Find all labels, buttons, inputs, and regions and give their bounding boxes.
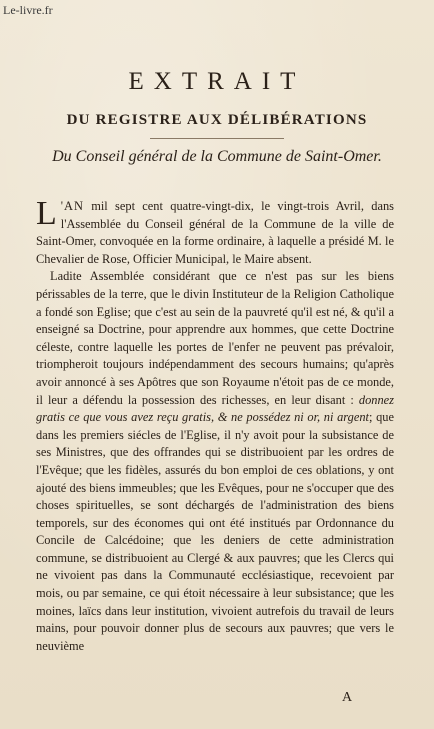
watermark-text: Le-livre.fr: [3, 3, 53, 17]
paragraph-2-quotation: donnez gratis ce que vous avez reçu gratis, & ne possédez ni or, ni argent: [36, 392, 394, 425]
document-title: EXTRAIT: [128, 68, 306, 95]
title-divider: [150, 138, 284, 139]
paragraph-2-text-start: Ladite Assemblée considérant que ce n'est pas sur les biens périssables de la terre, que le divin Instituteur de la Religion Catholique a fondé son Eglise; que c'est au sein de la pauvreté qu'il est né, & qu'il a enseigné sa Doctrine, pour apprendre aux hommes, que cette Doctrine céleste, contre laquelle les portes de l'enfer ne peuvent pas prévaloir, triompheroit toujours indépendamment des secours humains; qu'après avoir annoncé à ses Apôtres que son Royaume n'étoit pas de ce monde, il leur a défendu la possession des richesses, en leur disant :: [36, 269, 394, 407]
drop-cap: L: [36, 195, 57, 232]
document-subtitle: DU REGISTRE AUX DÉLIBÉRATIONS: [66, 112, 368, 128]
paragraph-1-text: mil sept cent quatre-vingt-dix, le vingt-trois Avril, dans l'Assemblée du Conseil général de la Commune de la ville de Saint-Omer, convoquée en la forme ordinaire, à laquelle a présidé M. le Chevalier de Rose, Officier Municipal, le Maire absent.: [36, 199, 394, 266]
paragraph-2-text-end: ; que dans les premiers siécles de l'Eglise, il n'y avoit pour la subsistance de ses Ministres, que des offrandes qui se distribuoient par les ordres de l'Evêque; que les fidèles, assurés du bon emploi de ces oblations, y ont ajouté des biens immeubles; que les Evêques, pour ne s'occuper que des choses spirituelles, se sont déchargés de l'administration des biens temporels, sur des économes qui ont été institués par Ordonnance du Concile de Calcédoine; que les deniers de cette administration commune, se distribuoient au Clergé & aux pauvres; que les Clercs qui ne vivoient pas dans la Communauté ecclésiastique, recevoient par mois, ou par semaine, ce qui étoit nécessaire à leur subsistance; que les moines, laïcs dans leur institution, vivoient autrefois du travail de leurs mains, pour pouvoir donner plus de secours aux pauvres; que vers le neuvième: [36, 410, 394, 653]
signature-mark: A: [342, 690, 353, 705]
body-text: [36, 195, 394, 655]
section-heading: Du Conseil général de la Commune de Saint-Omer.: [52, 148, 382, 165]
paragraph-1-smallcaps: 'AN: [60, 199, 84, 213]
paragraph-2: [36, 268, 394, 655]
paragraph-1: [36, 195, 394, 268]
